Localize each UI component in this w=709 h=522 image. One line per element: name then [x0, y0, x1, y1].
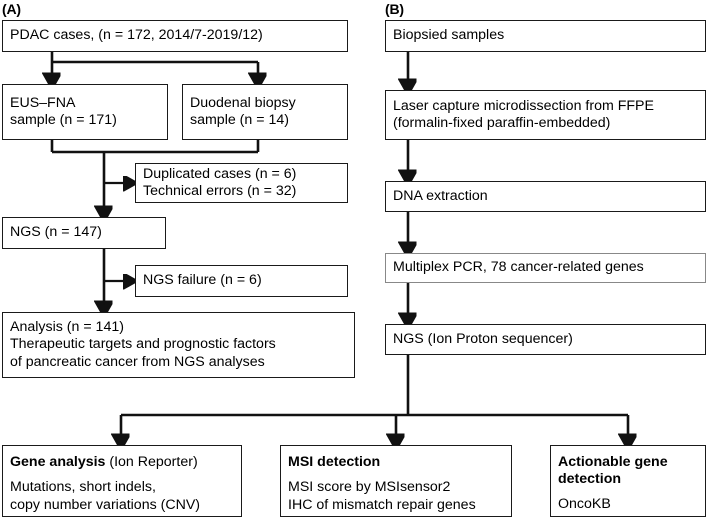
box-msi-detection-line-1: MSI score by MSIsensor2 [288, 479, 451, 495]
box-lcm-line-2: (formalin-fixed paraffin-embedded) [393, 115, 611, 131]
box-dna-extraction [385, 181, 706, 212]
box-eus-fna-line-1: EUS–FNA [10, 94, 76, 111]
box-biopsied-line-1: Biopsied samples [393, 27, 505, 44]
box-actionable-gene-heading-line-1: Actionable gene [558, 454, 668, 470]
box-gene-analysis-heading-regular: (Ion Reporter) [105, 454, 198, 470]
box-msi-detection [280, 445, 512, 517]
box-ngs-count [2, 217, 166, 249]
box-msi-detection-heading-bold: MSI detection [288, 454, 381, 470]
box-gene-analysis-heading-bold: Gene analysis [10, 454, 106, 470]
box-pdac-cases [2, 20, 348, 52]
box-msi-detection-heading [288, 454, 504, 471]
box-eus-fna-line-2: sample (n = 171) [10, 112, 117, 128]
box-excluded-cases [135, 163, 348, 203]
box-multiplex-pcr [385, 253, 706, 283]
box-duodenal-line-1: Duodenal biopsy [190, 94, 296, 111]
box-lcm-line-1: Laser capture microdissection from FFPE [393, 97, 654, 114]
box-analysis-line-2: Therapeutic targets and prognostic factors [10, 336, 276, 353]
box-analysis-line-3: of pancreatic cancer from NGS analyses [10, 353, 265, 370]
panel-label-b: (B) [385, 1, 404, 17]
box-ngs-count-line-1: NGS (n = 147) [10, 224, 102, 241]
spacer [10, 471, 234, 479]
box-msi-detection-line-2: IHC of mismatch repair genes [288, 496, 476, 513]
box-excluded-line-2: Technical errors (n = 32) [143, 183, 297, 199]
box-biopsied-samples [385, 20, 706, 52]
box-laser-capture-microdissection [385, 90, 706, 140]
box-duodenal-line-2: sample (n = 14) [190, 112, 289, 128]
box-gene-analysis-heading [10, 454, 234, 471]
box-gene-analysis-line-2: copy number variations (CNV) [10, 496, 201, 513]
box-ngs-sequencer-line-1: NGS (Ion Proton sequencer) [393, 330, 573, 347]
box-analysis-line-1: Analysis (n = 141) [10, 318, 124, 335]
box-actionable-gene-detection [550, 445, 706, 517]
panel-label-a: (A) [2, 1, 21, 17]
box-analysis [2, 312, 355, 378]
box-duodenal-biopsy-sample [182, 84, 348, 140]
box-ngs-failure-line-1: NGS failure (n = 6) [143, 272, 262, 289]
box-excluded-line-1: Duplicated cases (n = 6) [143, 165, 297, 182]
box-ngs-sequencer [385, 324, 706, 355]
box-gene-analysis-line-1: Mutations, short indels, [10, 479, 156, 495]
box-multiplex-pcr-line-1: Multiplex PCR, 78 cancer-related genes [393, 259, 644, 276]
box-actionable-gene-heading-line-2: detection [558, 471, 622, 487]
box-gene-analysis [2, 445, 242, 517]
box-ngs-failure [135, 265, 348, 297]
box-pdac-cases-line-1: PDAC cases, (n = 172, 2014/7-2019/12) [10, 27, 263, 44]
box-eus-fna-sample [2, 84, 168, 140]
spacer [288, 471, 504, 479]
spacer [558, 488, 698, 496]
box-dna-extraction-line-1: DNA extraction [393, 187, 488, 204]
box-actionable-gene-line-1: OncoKB [558, 496, 611, 512]
